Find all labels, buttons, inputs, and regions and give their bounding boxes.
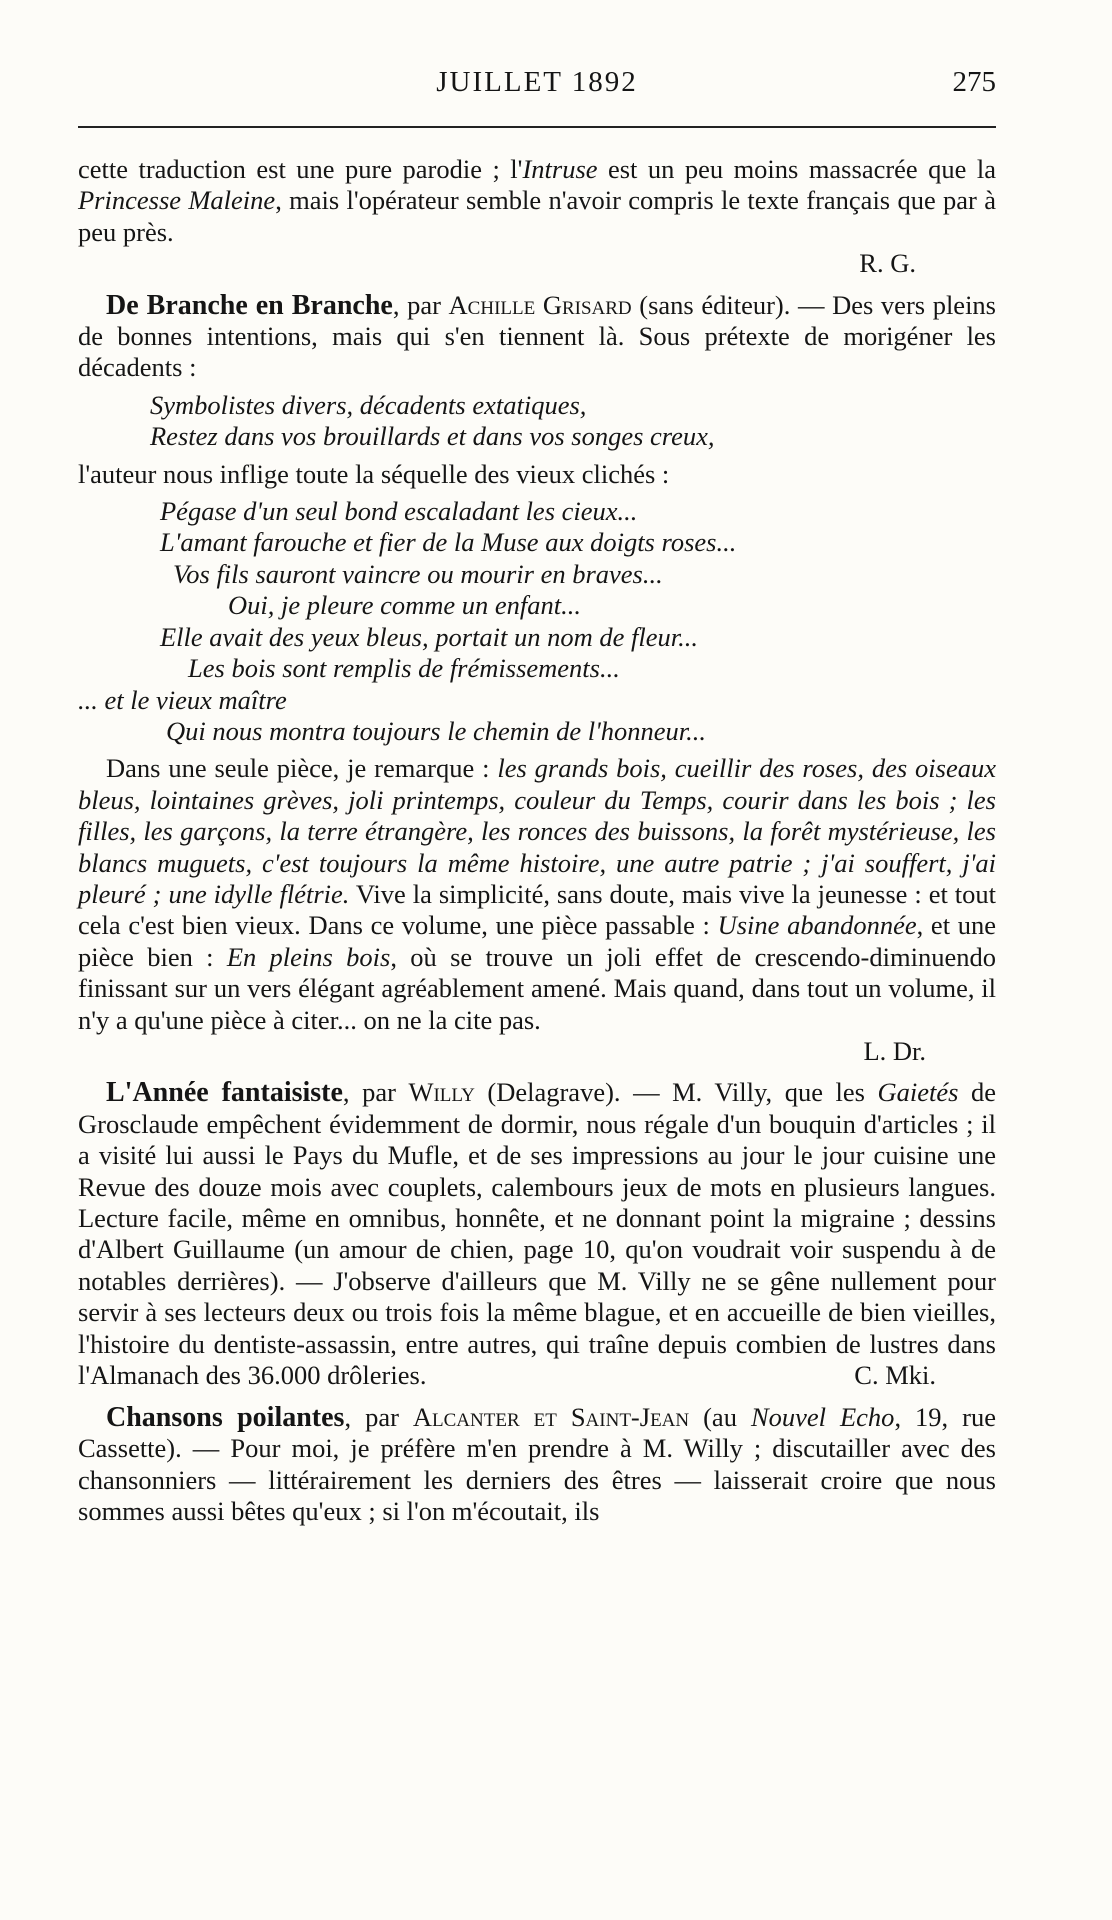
book-author: Willy [408, 1077, 475, 1108]
verse-line: L'amant farouche et fier de la Muse aux doigts roses... [160, 527, 737, 558]
book-title: Chansons poilantes [106, 1401, 345, 1433]
verse-line: Symbolistes divers, décadents extatiques, [150, 389, 587, 420]
review-text: , par [344, 1401, 413, 1432]
review-text: (sans éditeur). — Des vers pleins de bonnes intentions, mais qui s'en tiennent là. Sous prétexte de morigéner les décadents : [78, 289, 996, 383]
review-text: , et une pièce bien : [78, 910, 996, 972]
review-text: est un peu moins massacrée que la [597, 154, 996, 184]
verse-line: Pégase d'un seul bond escaladant les cieux... [160, 496, 638, 527]
journal-title: Nouvel Echo [750, 1401, 895, 1432]
page-body [78, 154, 996, 1527]
review-text: , où se trouve un joli effet de crescendo-diminuendo finissant sur un vers élégant agréablement amené. Mais quand, dans tout un volume, il n'y a qu'une pièce à citer... on ne la cite pas. [78, 941, 996, 1035]
work-title: Intruse [522, 154, 598, 184]
book-title: L'Année fantaisiste [106, 1077, 343, 1109]
poem-title: Usine abandonnée [717, 910, 917, 941]
verse-line: ... et le vieux maître [78, 684, 287, 715]
review-text: Dans une seule pièce, je remarque : [106, 753, 498, 784]
book-author: Achille Grisard [448, 289, 632, 320]
running-title: JUILLET 1892 [436, 66, 638, 98]
review-text: l'auteur nous inflige toute la séquelle des vieux clichés : [78, 458, 670, 489]
review-continuation [78, 154, 996, 248]
review-signature: C. Mki. [854, 1360, 936, 1391]
page-header [78, 66, 996, 106]
quoted-phrases: les grands bois, cueillir des roses, des oiseaux bleus, lointaines grèves, joli printemps, couleur du Temps, courir dans les bois ; les filles, les garçons, la terre étrangère, les ronces des buissons, la forêt mystérieuse, les blancs muguets, c'est toujours la même histoire, une autre patrie ; j'ai souffert, j'ai pleuré ; une idylle flétrie. [78, 753, 997, 909]
review-de-branche-en-branche [78, 290, 996, 384]
review-text: , par [342, 1077, 409, 1108]
review-text: , par [392, 289, 449, 320]
book-title: De Branche en Branche [106, 289, 393, 321]
review-signature: L. Dr. [863, 1035, 926, 1066]
review-text: de Grosclaude empêchent évidemment de dormir, nous régale d'un bouquin d'articles ; il a visité lui aussi le Pays du Mufle, et de ses impressions au jour le jour cuisine une Revue des douze mois avec couplets, calembours jeux de mots en plusieurs langues. Lecture facile, même en omnibus, honnête, et ne donnant point la migraine ; dessins d'Albert Guillaume (un amour de chien, page 10, qu'on voudrait voir suspendu à de notables derrières). — J'observe d'ailleurs que M. Villy ne se gêne nullement pour servir à ses lecteurs deux ou trois fois la même blague, et en accueille de bien vieilles, l'histoire du dentiste-assassin, entre autres, qui traîne depuis combien de lustres dans l'Almanach des 36.000 drôleries. [78, 1077, 997, 1391]
verse-line: Vos fils sauront vaincre ou mourir en braves... [173, 558, 663, 589]
verse-line: Oui, je pleure comme un enfant... [228, 590, 582, 621]
verse-quote-1 [78, 390, 996, 453]
review-text: (Delagrave). — M. Villy, que les [474, 1077, 878, 1108]
review-paragraph [78, 753, 996, 1036]
verse-line: Elle avait des yeux bleus, portait un nom de fleur... [160, 621, 698, 652]
verse-quote-2 [78, 496, 996, 747]
review-text: (au [689, 1401, 751, 1432]
review-text: , mais l'opérateur semble n'avoir compris le texte français que par à peu près. [78, 185, 996, 247]
work-title: Gaietés [877, 1077, 959, 1108]
book-author: Alcanter et Saint-Jean [412, 1401, 690, 1432]
review-annee-fantaisiste [78, 1077, 996, 1391]
poem-title: En pleins bois [226, 941, 391, 972]
review-text: , 19, rue Cassette). — Pour moi, je préfère m'en prendre à M. Willy ; discutailler avec des chansonniers — littérairement les derniers des êtres — laisserait croire que nous sommes aussi bêtes qu'eux ; si l'on m'écoutait, ils [78, 1401, 996, 1527]
review-signature: R. G. [859, 248, 916, 279]
verse-line: Les bois sont remplis de frémissements... [188, 653, 620, 684]
review-text: Vive la simplicité, sans doute, mais vive la jeunesse : et tout cela c'est bien vieux. Dans ce volume, une pièce passable : [78, 878, 996, 941]
page-number: 275 [952, 66, 996, 98]
verse-line: Restez dans vos brouillards et dans vos songes creux, [150, 421, 715, 452]
work-title: Princesse Maleine [78, 185, 276, 216]
header-rule [78, 126, 996, 128]
verse-line: Qui nous montra toujours le chemin de l'honneur... [166, 715, 707, 746]
review-chansons-poilantes [78, 1402, 996, 1528]
review-text: cette traduction est une pure parodie ; l' [78, 154, 523, 184]
